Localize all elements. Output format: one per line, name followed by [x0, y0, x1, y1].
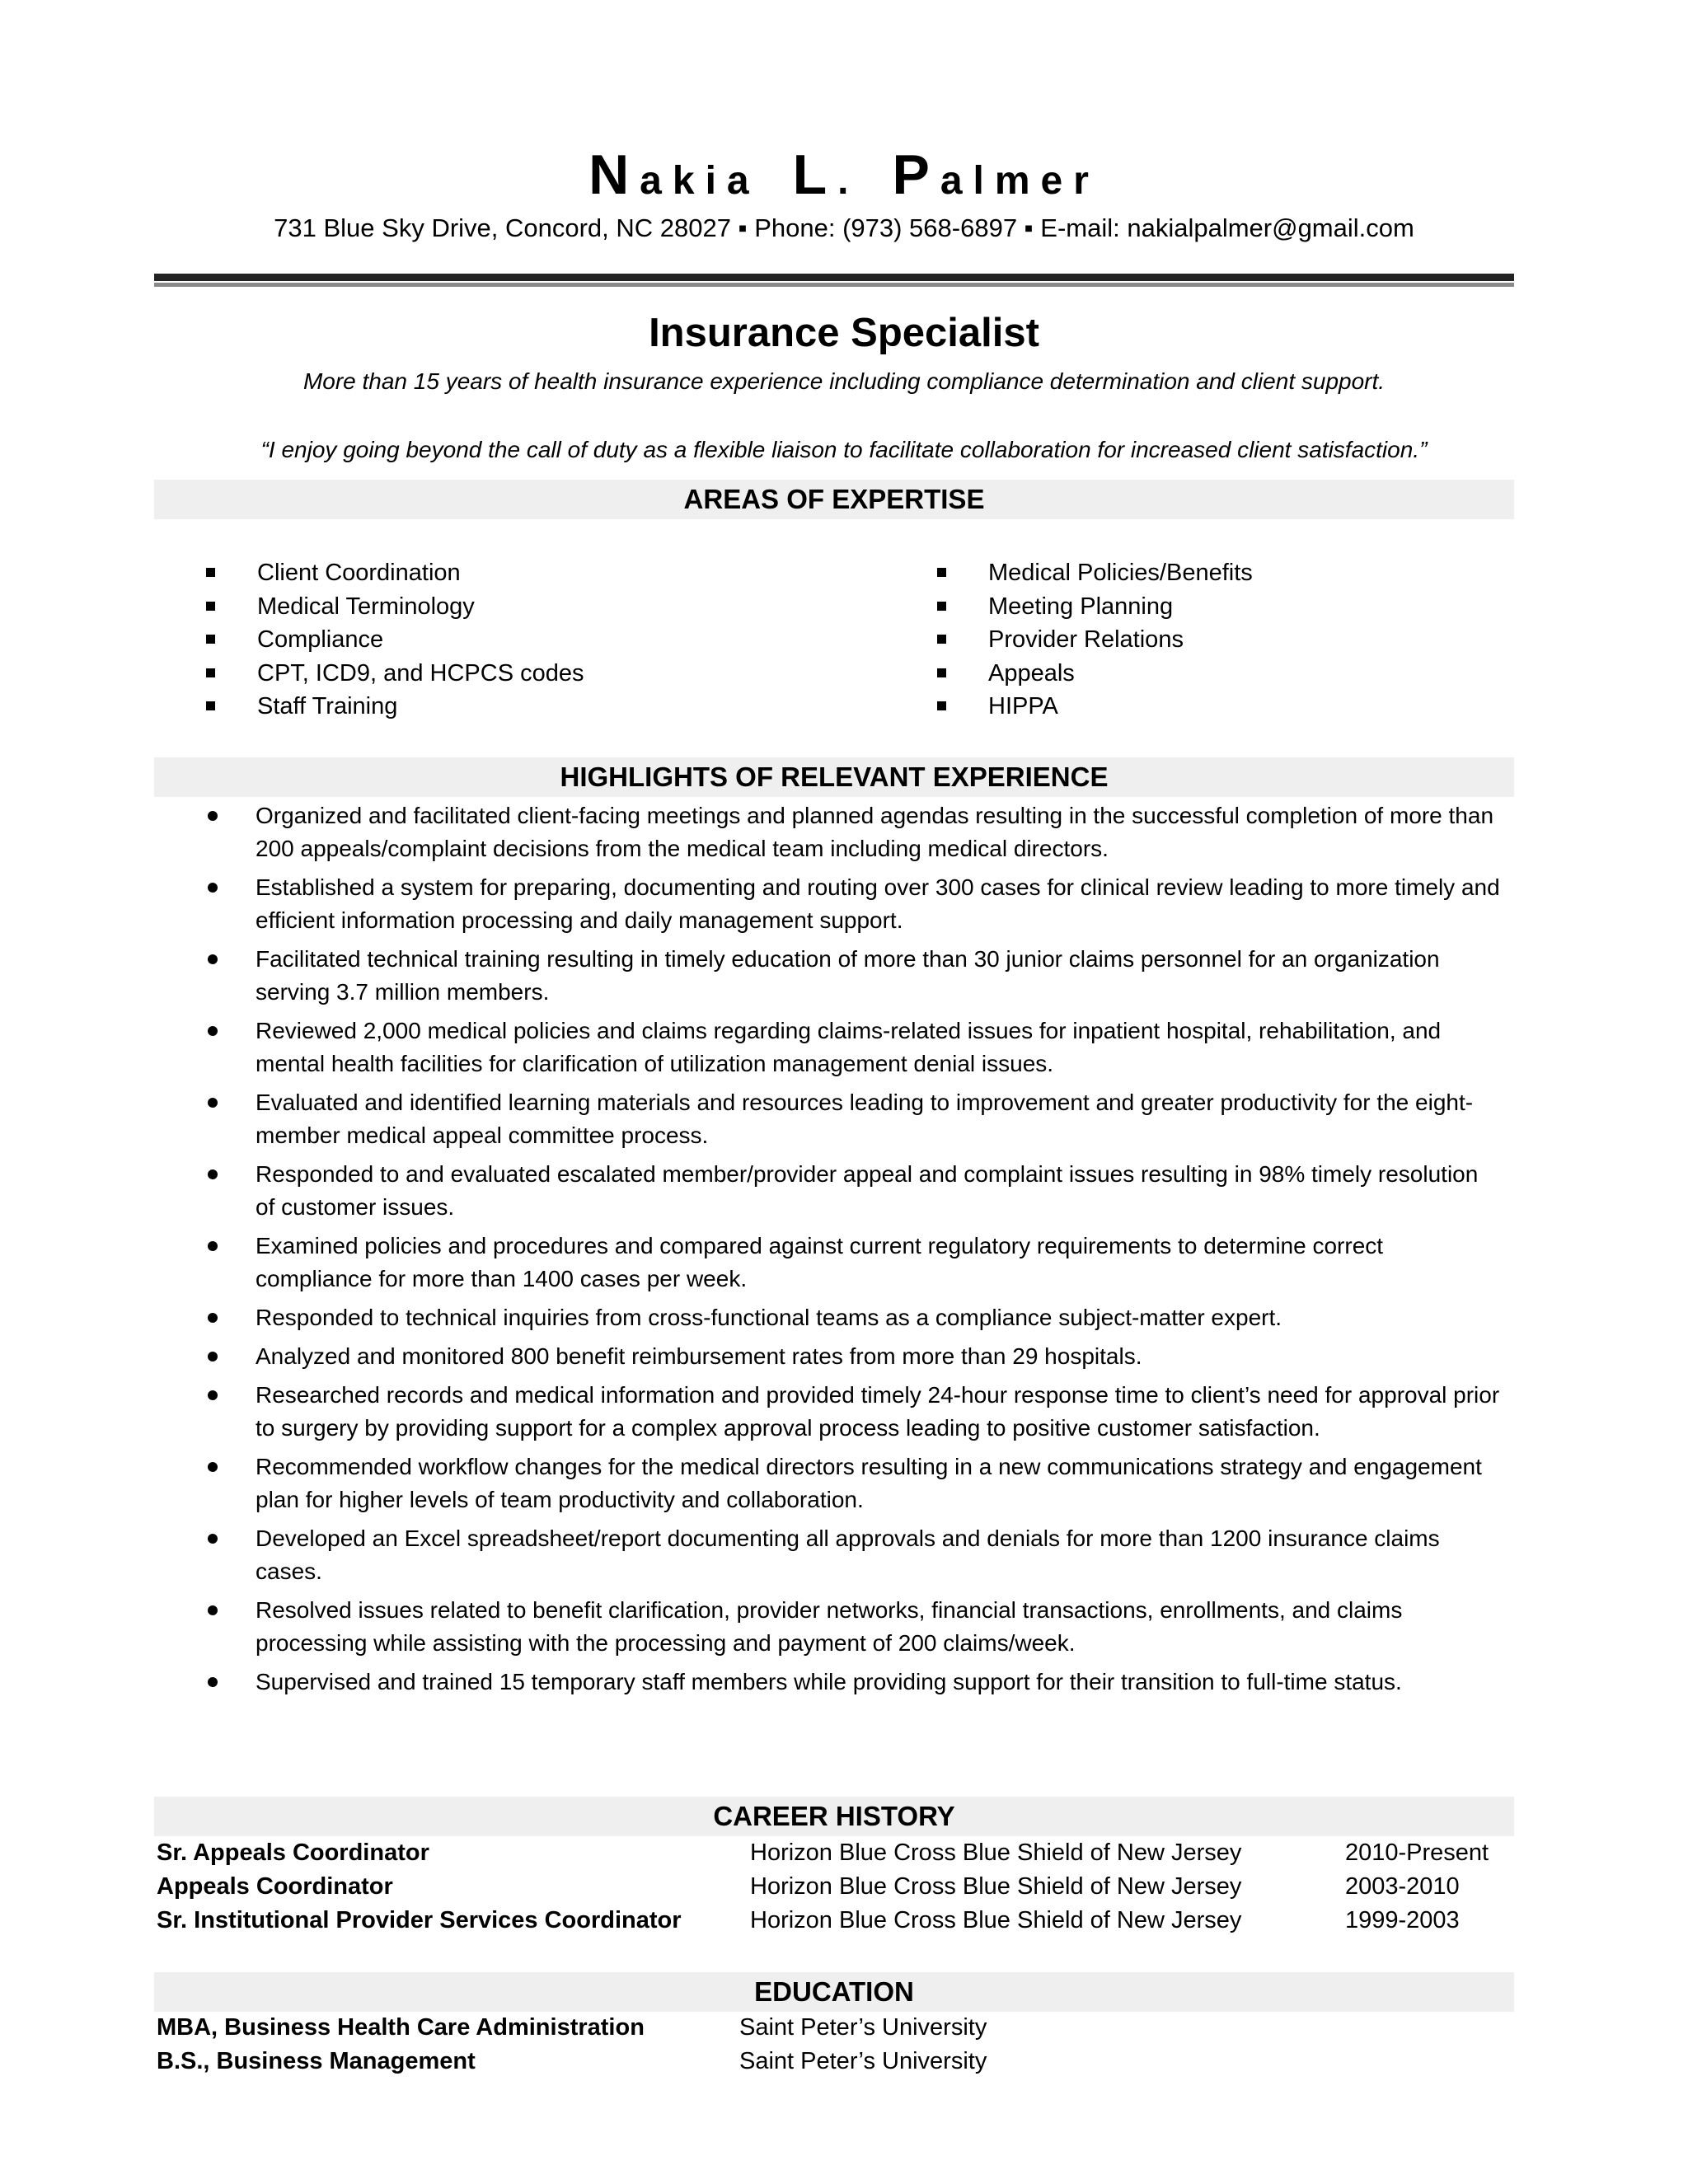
name-part-first: Nakia — [588, 143, 760, 206]
employer: Horizon Blue Cross Blue Shield of New Jersey — [750, 1907, 1242, 1933]
job-title: Sr. Institutional Provider Services Coordinator — [157, 1907, 682, 1933]
bullet-icon — [208, 1605, 218, 1615]
bullet-icon — [208, 883, 218, 893]
square-bullet-icon — [206, 635, 215, 644]
career-row — [157, 1870, 1517, 1903]
candidate-name — [0, 143, 1688, 206]
header-divider-shadow — [154, 283, 1514, 287]
bullet-icon — [208, 1352, 218, 1361]
expertise-item: CPT, ICD9, and HCPCS codes — [206, 657, 584, 691]
name-part-last: Palmer — [892, 143, 1100, 206]
square-bullet-icon — [937, 668, 946, 677]
highlight-item: Facilitated technical training resulting in timely education of more than 30 junior claims personnel for an organization serving 3.7 million members. — [206, 943, 1500, 1009]
section-heading-highlights: HIGHLIGHTS OF RELEVANT EXPERIENCE — [154, 757, 1514, 797]
degree: MBA, Business Health Care Administration — [157, 2014, 645, 2041]
employer: Horizon Blue Cross Blue Shield of New Jersey — [750, 1840, 1242, 1866]
square-bullet-icon — [937, 602, 946, 611]
career-row — [157, 1836, 1517, 1869]
name-part-middle: L. — [792, 143, 860, 206]
highlight-item: Recommended workflow changes for the medical directors resulting in a new communications strategy and engagement plan for higher levels of team productivity and collaboration. — [206, 1451, 1500, 1516]
expertise-item: Meeting Planning — [937, 590, 1253, 624]
job-title: Sr. Appeals Coordinator — [157, 1840, 429, 1866]
square-bullet-icon — [206, 602, 215, 611]
square-bullet-icon — [937, 635, 946, 644]
expertise-item: Medical Terminology — [206, 590, 584, 624]
highlight-item: Resolved issues related to benefit clarification, provider networks, financial transactions, enrollments, and claims processing while assisting with the processing and payment of 200 claims/week. — [206, 1594, 1500, 1660]
profile-quote: “I enjoy going beyond the call of duty as a flexible liaison to facilitate collaboration for increased client satisfaction.” — [260, 437, 1428, 462]
square-bullet-icon — [937, 568, 946, 577]
highlight-item: Responded to and evaluated escalated member/provider appeal and complaint issues resulting in 98% timely resolution of customer issues. — [206, 1158, 1500, 1224]
expertise-item: Appeals — [937, 657, 1253, 691]
bullet-icon — [208, 1313, 218, 1323]
bullet-icon — [208, 1677, 218, 1687]
expertise-item: Compliance — [206, 623, 584, 657]
section-heading-education: EDUCATION — [154, 1972, 1514, 2012]
highlight-item: Reviewed 2,000 medical policies and claims regarding claims-related issues for inpatient hospital, rehabilitation, and mental health facilities for clarification of utilization management denial issues. — [206, 1015, 1500, 1080]
highlight-item: Analyzed and monitored 800 benefit reimbursement rates from more than 29 hospitals. — [206, 1340, 1500, 1373]
section-heading-expertise: AREAS OF EXPERTISE — [154, 480, 1514, 519]
bullet-icon — [208, 1390, 218, 1400]
bullet-icon — [208, 1026, 218, 1036]
education-row — [157, 2011, 1517, 2044]
highlight-item: Organized and facilitated client-facing meetings and planned agendas resulting in the successful completion of more than 200 appeals/complaint decisions from the medical team including medical directors. — [206, 799, 1500, 865]
header-divider — [154, 274, 1514, 281]
job-dates: 2003-2010 — [1345, 1873, 1460, 1900]
job-dates: 1999-2003 — [1345, 1907, 1460, 1933]
expertise-item: Medical Policies/Benefits — [937, 556, 1253, 590]
highlight-item: Established a system for preparing, documenting and routing over 300 cases for clinical review leading to more timely and efficient information processing and daily management support. — [206, 871, 1500, 937]
bullet-icon — [208, 811, 218, 821]
professional-title: Insurance Specialist — [649, 311, 1039, 355]
profile-summary: More than 15 years of health insurance experience including compliance determination and client support. — [302, 368, 1386, 394]
highlight-item: Evaluated and identified learning materials and resources leading to improvement and greater productivity for the eight-member medical appeal committee process. — [206, 1086, 1500, 1152]
expertise-item: HIPPA — [937, 690, 1253, 724]
contact-line: 731 Blue Sky Drive, Concord, NC 28027 ▪ Phone: (973) 568-6897 ▪ E-mail: nakialpalmer@gmail.com — [274, 213, 1414, 242]
expertise-item: Staff Training — [206, 690, 584, 724]
bullet-icon — [208, 1241, 218, 1251]
education-row — [157, 2045, 1517, 2078]
job-dates: 2010-Present — [1345, 1840, 1489, 1866]
expertise-list-right — [937, 556, 1253, 724]
highlight-item: Examined policies and procedures and compared against current regulatory requirements to determine correct compliance for more than 1400 cases per week. — [206, 1230, 1500, 1296]
highlight-item: Researched records and medical information and provided timely 24-hour response time to client’s need for approval prior to surgery by providing support for a complex approval process leading to positive customer satisfaction. — [206, 1379, 1500, 1445]
square-bullet-icon — [206, 668, 215, 677]
bullet-icon — [208, 1169, 218, 1179]
bullet-icon — [208, 954, 218, 964]
bullet-icon — [208, 1462, 218, 1472]
square-bullet-icon — [937, 701, 946, 710]
highlight-item: Developed an Excel spreadsheet/report documenting all approvals and denials for more than 1200 insurance claims cases. — [206, 1522, 1500, 1588]
career-row — [157, 1904, 1517, 1937]
square-bullet-icon — [206, 701, 215, 710]
bullet-icon — [208, 1534, 218, 1544]
expertise-item: Provider Relations — [937, 623, 1253, 657]
expertise-item: Client Coordination — [206, 556, 584, 590]
highlight-item: Supervised and trained 15 temporary staff members while providing support for their transition to full-time status. — [206, 1666, 1500, 1699]
highlight-item: Responded to technical inquiries from cross-functional teams as a compliance subject-matter expert. — [206, 1301, 1500, 1334]
bullet-icon — [208, 1098, 218, 1108]
square-bullet-icon — [206, 568, 215, 577]
degree: B.S., Business Management — [157, 2048, 476, 2074]
school: Saint Peter’s University — [739, 2014, 987, 2041]
highlights-list — [206, 799, 1500, 1704]
school: Saint Peter’s University — [739, 2048, 987, 2074]
section-heading-career: CAREER HISTORY — [154, 1797, 1514, 1836]
employer: Horizon Blue Cross Blue Shield of New Jersey — [750, 1873, 1242, 1900]
job-title: Appeals Coordinator — [157, 1873, 393, 1900]
expertise-list-left — [206, 556, 584, 724]
